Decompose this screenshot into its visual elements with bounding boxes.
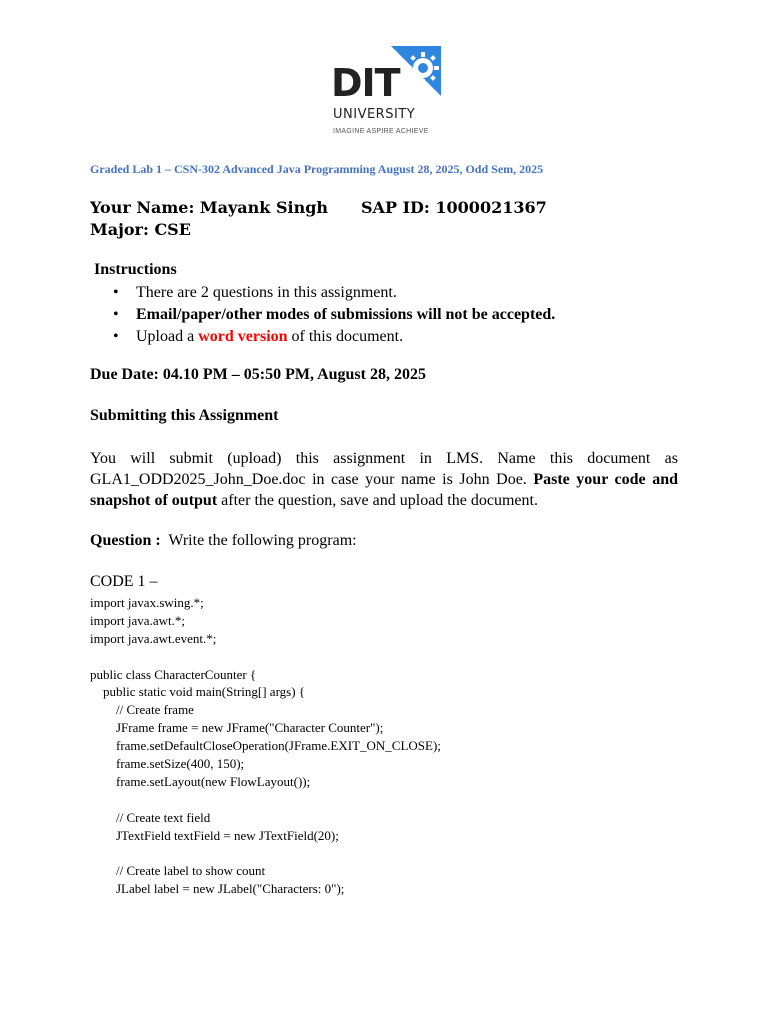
code-block: [90, 594, 441, 898]
list-item: [90, 304, 555, 326]
code-line: frame.setSize(400, 150);: [90, 756, 245, 772]
student-major: Major: CSE: [90, 220, 191, 239]
word-version-highlight: word version: [198, 328, 288, 345]
sap-id: SAP ID: 1000021367: [361, 198, 547, 217]
code-line: frame.setLayout(new FlowLayout());: [90, 773, 311, 789]
university-logo: [331, 46, 441, 142]
code-line: public static void main(String[] args) {: [90, 684, 306, 700]
bullet-icon: •: [113, 284, 119, 301]
list-item: [90, 326, 555, 348]
code-line: public class CharacterCounter {: [90, 666, 257, 682]
code-heading: CODE 1 –: [90, 573, 158, 590]
bullet-icon: •: [113, 306, 119, 323]
instructions-heading: Instructions: [94, 261, 177, 278]
submitting-bold-text: Paste your code and snapshot of output: [90, 471, 678, 509]
question-line: [90, 532, 357, 550]
instructions-list: [90, 282, 555, 348]
instruction-text: Email/paper/other modes of submissions will not be accepted.: [136, 306, 556, 323]
question-label: Question :: [90, 532, 161, 549]
instruction-text: [136, 328, 403, 345]
logo-subtitle: UNIVERSITY: [333, 107, 416, 122]
instruction-text: There are 2 questions in this assignment.: [136, 284, 397, 301]
code-line: [90, 648, 441, 666]
code-line: import javax.swing.*;: [90, 595, 204, 610]
list-item: [90, 282, 555, 304]
code-line: // Create label to show count: [90, 863, 266, 879]
code-line: // Create frame: [90, 702, 194, 718]
question-text: Write the following program:: [160, 532, 357, 549]
code-line: frame.setDefaultCloseOperation(JFrame.EXIT_ON_CLOSE);: [90, 738, 441, 754]
submitting-text: You will submit (upload) this assignment in LMS. Name this document as GLA1_ODD2025_John_Doe.doc in case your name is John Doe.: [90, 450, 678, 488]
instruction-text-end: of this document.: [287, 328, 404, 345]
code-line: JTextField textField = new JTextField(20);: [90, 827, 339, 843]
code-line: [90, 844, 441, 862]
submitting-paragraph: [90, 448, 678, 511]
logo-tagline: IMAGINE ASPIRE ACHIEVE: [333, 128, 429, 135]
code-line: JFrame frame = new JFrame("Character Counter");: [90, 720, 384, 736]
student-name: Your Name: Mayank Singh: [90, 198, 329, 217]
bullet-icon: •: [113, 328, 119, 345]
submitting-heading: Submitting this Assignment: [90, 407, 279, 424]
code-line: import java.awt.*;: [90, 612, 185, 628]
logo-wordmark: DIT: [331, 61, 400, 105]
instruction-text-start: Upload a: [136, 328, 199, 345]
code-line: JLabel label = new JLabel("Characters: 0");: [90, 881, 345, 897]
submitting-text-end: after the question, save and upload the document.: [217, 492, 538, 509]
code-line: // Create text field: [90, 809, 211, 825]
code-line: import java.awt.event.*;: [90, 630, 217, 646]
due-date: Due Date: 04.10 PM – 05:50 PM, August 28, 2025: [90, 366, 426, 383]
course-header: Graded Lab 1 – CSN-302 Advanced Java Programming August 28, 2025, Odd Sem, 2025: [90, 162, 544, 176]
code-line: [90, 791, 441, 809]
